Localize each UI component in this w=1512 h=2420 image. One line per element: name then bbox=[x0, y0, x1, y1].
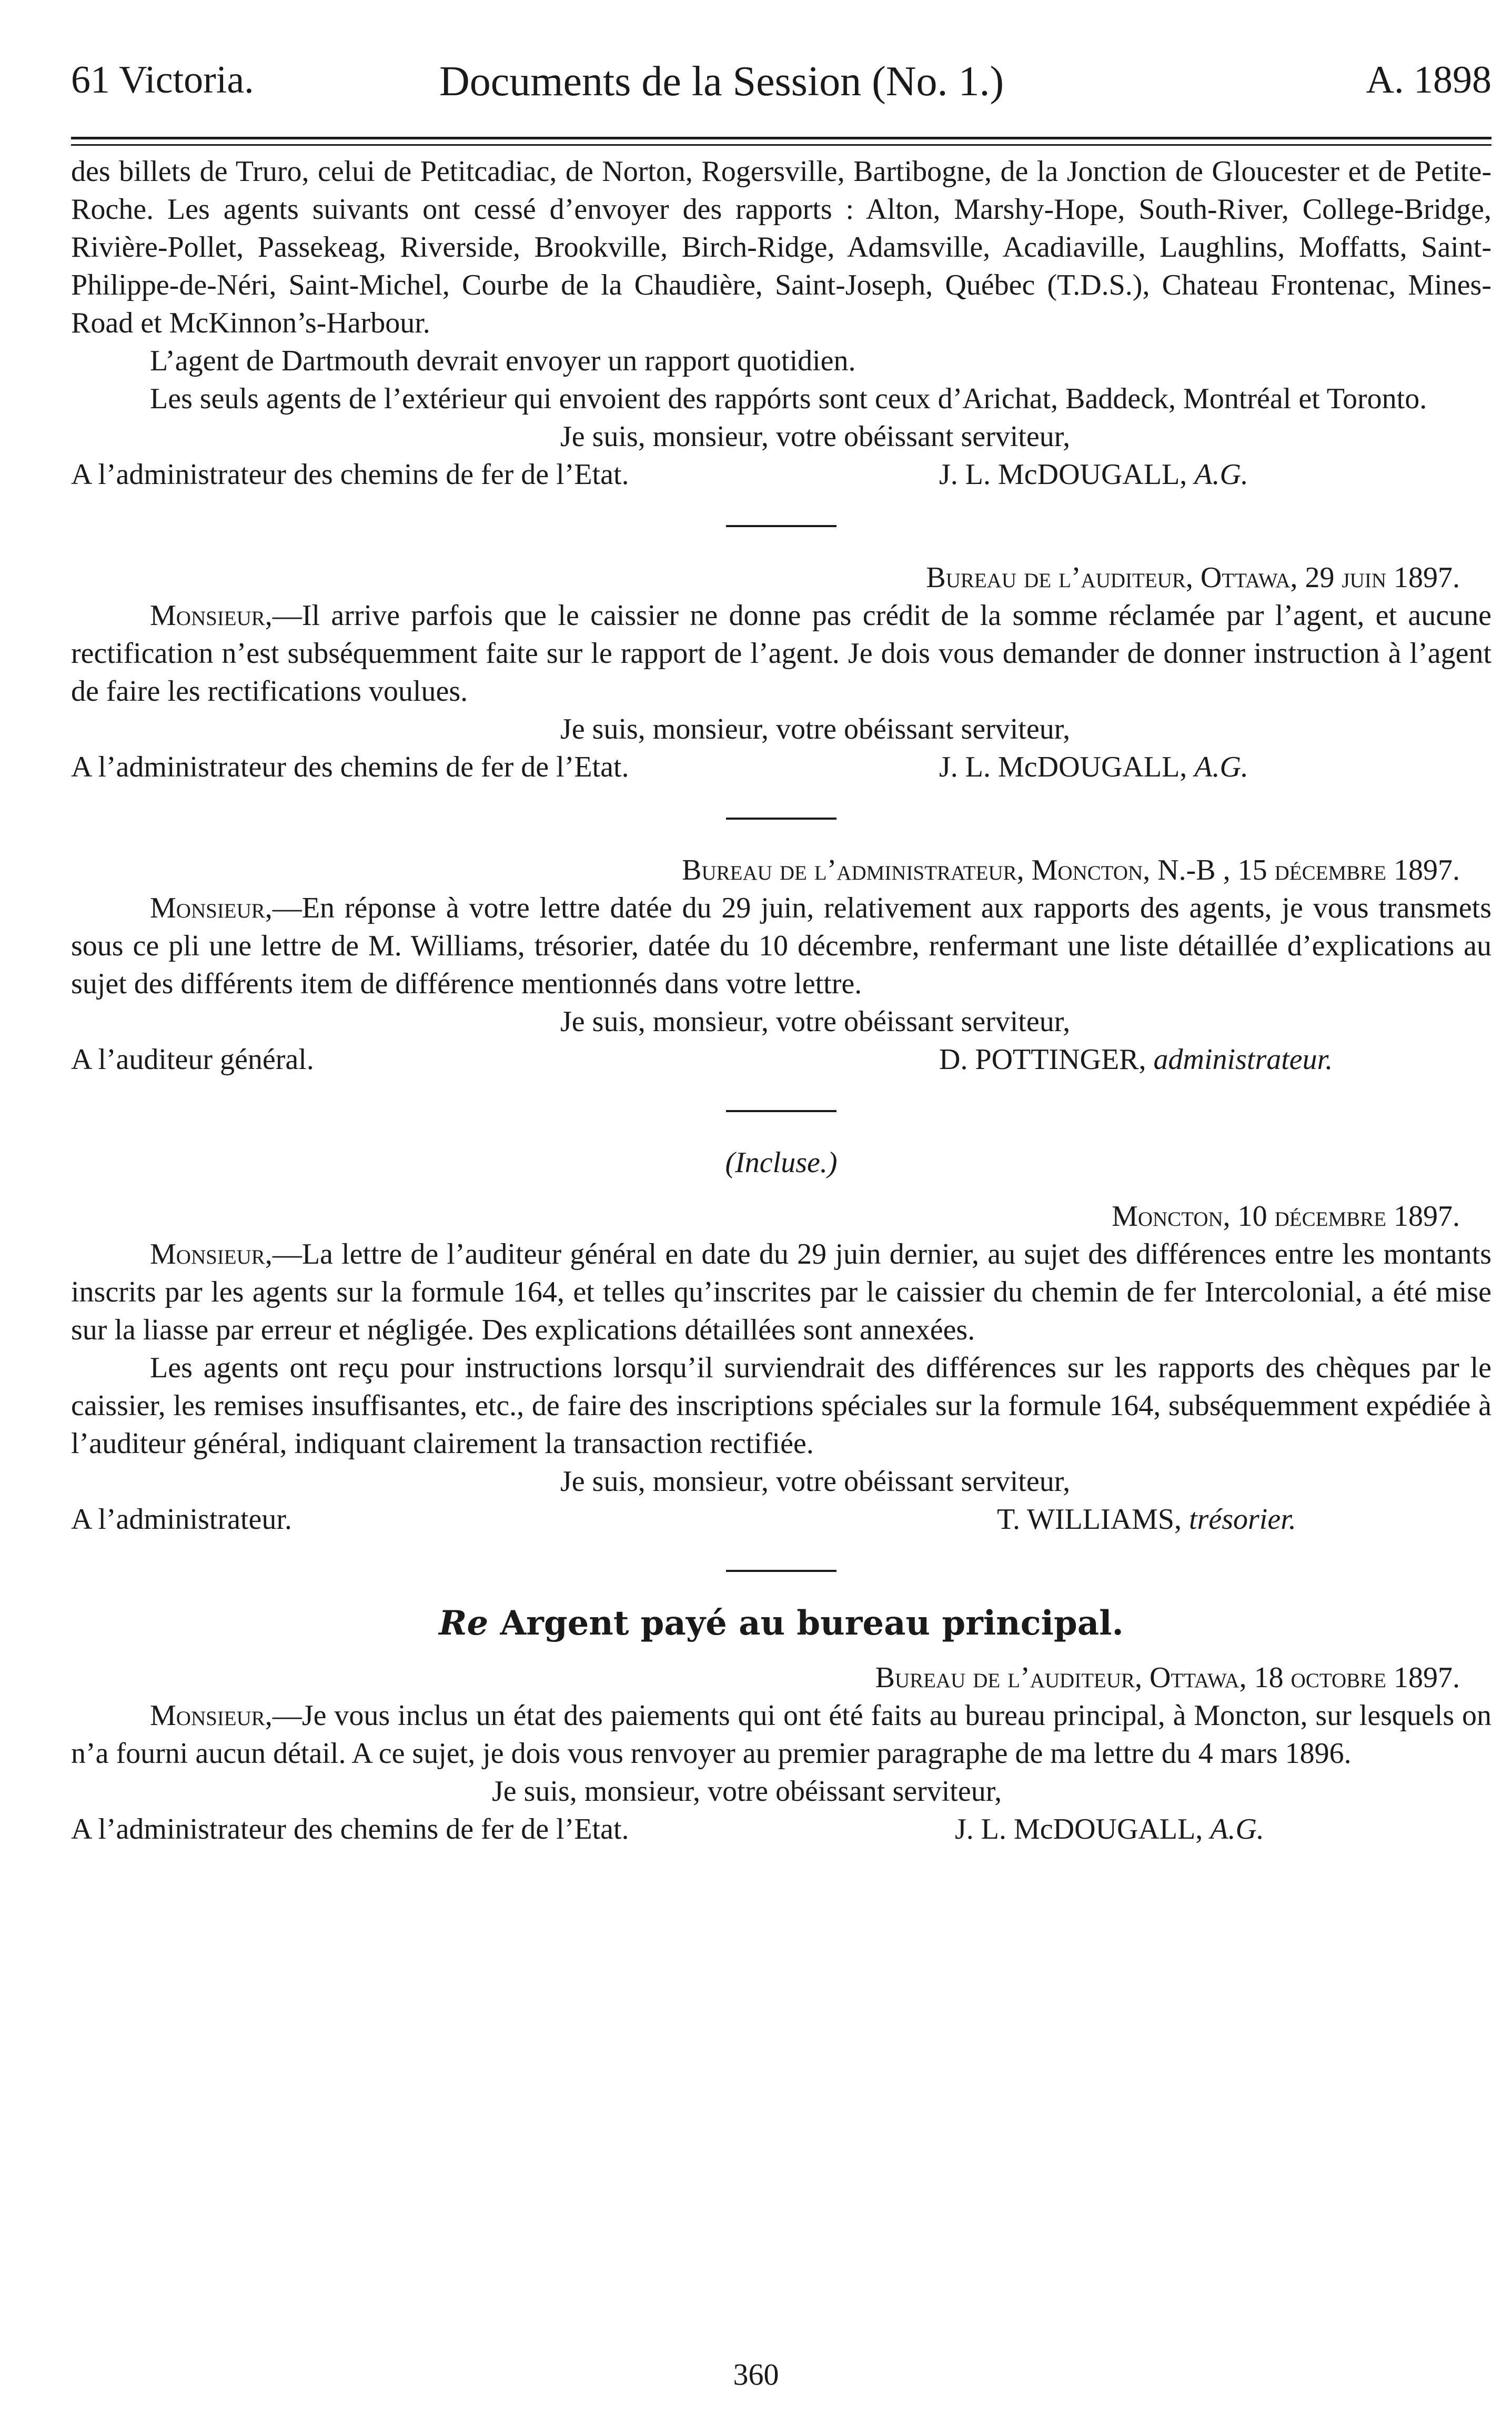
page-number: 360 bbox=[733, 2357, 779, 2392]
addressee: A l’administrateur des chemins de fer de l’Etat. bbox=[71, 458, 629, 491]
salutation: Monsieur, bbox=[150, 599, 273, 632]
page-header bbox=[71, 58, 1491, 116]
salutation: Monsieur, bbox=[150, 1699, 273, 1732]
signature-line bbox=[71, 1041, 1491, 1078]
dateline: Moncton, 10 décembre 1897. bbox=[1112, 1200, 1460, 1233]
signature: J. L. McDOUGALL, A.G. bbox=[955, 1813, 1264, 1846]
signature: J. L. McDOUGALL, A.G. bbox=[939, 751, 1248, 783]
header-title: Documents de la Session (No. 1.) bbox=[439, 58, 1004, 105]
header-session-year: 61 Victoria. bbox=[71, 58, 254, 102]
paragraph: Les seuls agents de l’extérieur qui envoient des rappórts sont ceux d’Arichat, Baddeck, Montréal et Toronto. bbox=[150, 382, 1427, 415]
letter-2 bbox=[71, 597, 1491, 710]
separator-rule bbox=[726, 1110, 836, 1112]
letter-1 bbox=[71, 153, 1491, 418]
salutation: Monsieur, bbox=[150, 892, 273, 924]
paragraph: des billets de Truro, celui de Petitcadiac, de Norton, Rogersville, Bartibogne, de la Jonction de Gloucester et de Petite-Roche. Les agents suivants ont cessé d’envoyer des rapports : Alton, Marshy-Hope, South-River, College-Bridge, Rivière-Pollet, Passekeag, Riverside, Brookville, Birch-Ridge, Adamsville, Acadiaville, Laughlins, Moffatts, Saint-Philippe-de-Néri, Saint-Michel, Courbe de la Chaudière, Saint-Joseph, Québec (T.D.S.), Chateau Frontenac, Mines-Road et McKinnon’s-Harbour. bbox=[71, 155, 1491, 339]
addressee: A l’administrateur des chemins de fer de l’Etat. bbox=[71, 1813, 629, 1846]
signature-line bbox=[71, 1810, 1491, 1848]
signature-line bbox=[71, 748, 1491, 786]
closing: Je suis, monsieur, votre obéissant serviteur, bbox=[560, 713, 1071, 745]
closing: Je suis, monsieur, votre obéissant serviteur, bbox=[560, 420, 1071, 453]
paragraph: Monsieur,—En réponse à votre lettre datée du 29 juin, relativement aux rapports des agents, je vous transmets sous ce pli une lettre de M. Williams, trésorier, datée du 10 décembre, renfermant une liste détaillée d’explications au sujet des différents item de différence mentionnés dans votre lettre. bbox=[71, 892, 1491, 1000]
dateline: Bureau de l’auditeur, Ottawa, 29 juin 1897. bbox=[926, 561, 1460, 594]
closing: Je suis, monsieur, votre obéissant serviteur, bbox=[560, 1465, 1071, 1498]
paragraph: Monsieur,—Il arrive parfois que le caissier ne donne pas crédit de la somme réclamée par l’agent, et aucune rectification n’est subséquemment faite sur le rapport de l’agent. Je dois vous demander de donner instruction à l’agent de faire les rectifications voulues. bbox=[71, 599, 1491, 708]
paragraph: L’agent de Dartmouth devrait envoyer un rapport quotidien. bbox=[150, 345, 856, 377]
section-heading: Re Argent payé au bureau principal. bbox=[439, 1604, 1124, 1643]
signature: D. POTTINGER, administrateur. bbox=[939, 1043, 1333, 1076]
addressee: A l’administrateur. bbox=[71, 1503, 292, 1536]
signature-line bbox=[71, 456, 1491, 493]
paragraph: Monsieur,—La lettre de l’auditeur général en date du 29 juin dernier, au sujet des différences entre les montants inscrits par les agents sur la formule 164, et telles qu’inscrites par le caissier du chemin de fer Intercolonial, a été mise sur la liasse par erreur et négligée. Des explications détaillées sont annexées. bbox=[71, 1238, 1491, 1346]
enclosure-label: (Incluse.) bbox=[725, 1146, 838, 1179]
header-series: A. 1898 bbox=[1366, 58, 1491, 102]
letter-4 bbox=[71, 1235, 1491, 1463]
closing: Je suis, monsieur, votre obéissant serviteur, bbox=[560, 1005, 1071, 1038]
letter-5 bbox=[71, 1697, 1491, 1772]
addressee: A l’administrateur des chemins de fer de l’Etat. bbox=[71, 751, 629, 783]
letter-3 bbox=[71, 889, 1491, 1003]
closing: Je suis, monsieur, votre obéissant serviteur, bbox=[492, 1775, 1002, 1808]
signature: T. WILLIAMS, trésorier. bbox=[997, 1503, 1296, 1536]
salutation: Monsieur, bbox=[150, 1238, 273, 1270]
separator-rule bbox=[726, 1570, 836, 1572]
document-page bbox=[71, 58, 1491, 1848]
dateline: Bureau de l’administrateur, Moncton, N.-B , 15 décembre 1897. bbox=[682, 854, 1460, 886]
separator-rule bbox=[726, 818, 836, 820]
header-rule bbox=[71, 137, 1491, 153]
separator-rule bbox=[726, 525, 836, 527]
signature: J. L. McDOUGALL, A.G. bbox=[939, 458, 1248, 491]
signature-line bbox=[71, 1500, 1491, 1538]
dateline: Bureau de l’auditeur, Ottawa, 18 octobre 1897. bbox=[875, 1661, 1460, 1694]
paragraph: Les agents ont reçu pour instructions lorsqu’il surviendrait des différences sur les rapports des chèques par le caissier, les remises insuffisantes, etc., de faire des inscriptions spéciales sur la formule 164, subséquemment expédiée à l’auditeur général, indiquant clairement la transaction rectifiée. bbox=[71, 1352, 1491, 1460]
addressee: A l’auditeur général. bbox=[71, 1043, 314, 1076]
paragraph: Monsieur,—Je vous inclus un état des paiements qui ont été faits au bureau principal, à Moncton, sur lesquels on n’a fourni aucun détail. A ce sujet, je dois vous renvoyer au premier paragraphe de ma lettre du 4 mars 1896. bbox=[71, 1699, 1491, 1770]
